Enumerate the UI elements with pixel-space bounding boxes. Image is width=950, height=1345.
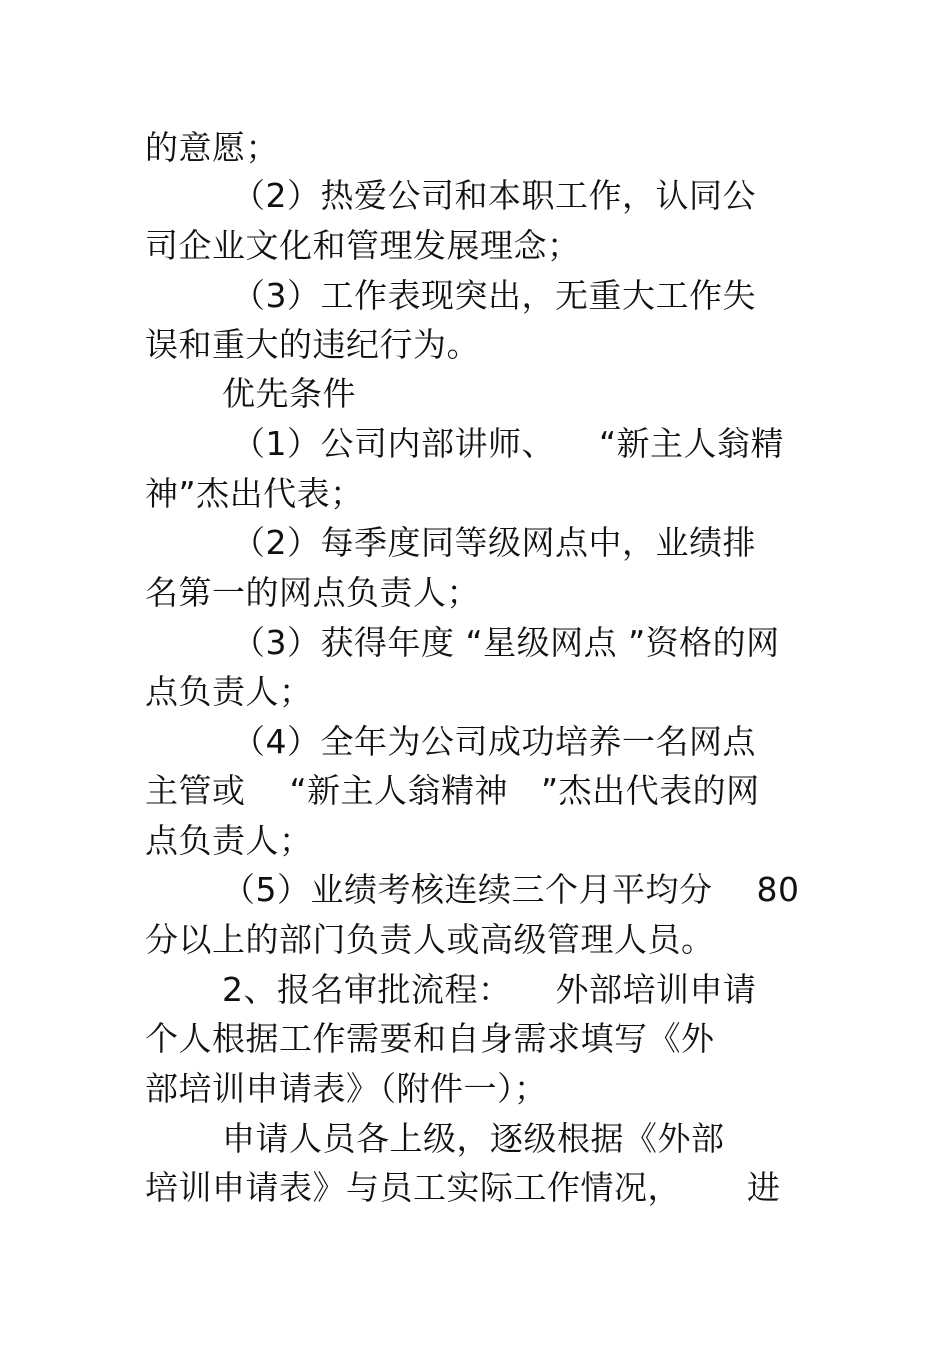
text-line: （2）每季度同等级网点中，业绩排: [232, 523, 756, 562]
text-line: 分以上的部门负责人或高级管理人员。: [145, 920, 715, 959]
text-line: 神”杰出代表；: [145, 474, 364, 513]
text-line: 主管或 “新主人翁精神 ”杰出代表的网: [145, 771, 760, 810]
text-line: 部培训申请表》（附件一）；: [145, 1069, 548, 1108]
text-line: 个人根据工作需要和自身需求填写《外: [145, 1019, 715, 1058]
text-line: 的意愿；: [145, 128, 279, 167]
text-line: 点负责人；: [145, 821, 313, 860]
text-line: 优先条件: [222, 374, 356, 413]
text-line: （2）热爱公司和本职工作，认同公: [232, 176, 756, 215]
text-line: （3）工作表现突出，无重大工作失: [232, 276, 756, 315]
text-line: 申请人员各上级，逐级根据《外部: [222, 1119, 725, 1158]
text-line: 误和重大的违纪行为。: [145, 325, 480, 364]
text-line: 培训申请表》与员工实际工作情况， 进: [145, 1168, 781, 1207]
text-line: （1）公司内部讲师、 “新主人翁精: [232, 424, 785, 463]
text-line: （5）业绩考核连续三个月平均分 80: [222, 870, 800, 909]
text-line: 名第一的网点负责人；: [145, 573, 480, 612]
text-line: 点负责人；: [145, 672, 313, 711]
text-line: （3）获得年度 “星级网点 ”资格的网: [232, 623, 780, 662]
text-line: （4）全年为公司成功培养一名网点: [232, 722, 756, 761]
text-line: 2、报名审批流程： 外部培训申请: [222, 970, 757, 1009]
text-line: 司企业文化和管理发展理念；: [145, 226, 581, 265]
